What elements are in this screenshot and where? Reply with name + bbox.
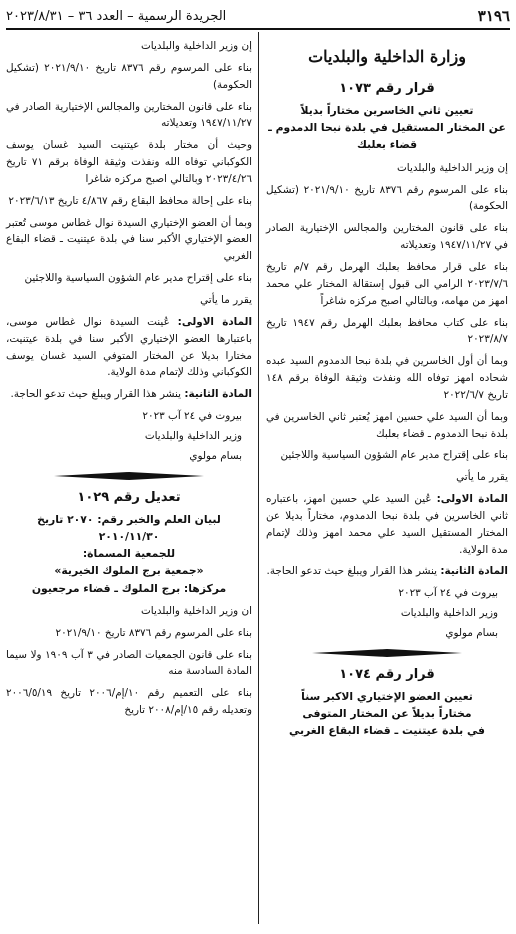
page-header	[6, 6, 510, 30]
decision-1074-para: بناء على إقتراح مدير عام الشؤون السياسية واللاجئين	[24, 272, 252, 285]
article-text: ينشر هذا القرار ويبلغ حيث تدعو الحاجة.	[10, 388, 185, 401]
decision-1073-title: قرار رقم ١٠٧٣	[339, 80, 435, 96]
amendment-1029-title: تعديل رقم ١٠٢٩	[77, 489, 181, 505]
decision-1073-date: بيروت في ٢٤ آب ٢٠٢٣	[398, 587, 498, 600]
decision-1073-article-1	[266, 491, 508, 558]
decision-1073-para: بناء على إقتراح مدير عام الشؤون السياسية واللاجئين	[280, 449, 508, 462]
decision-1074-para: وبما أن العضو الإختياري السيدة نوال غطاس موسى تُعتبر العضو الإختياري الأكبر سنا في بلدة عيتنيت ـ قضاء البقاع الغربي	[6, 216, 252, 263]
decision-1074-para: بناء على المرسوم رقم ٨٣٧٦ تاريخ ٢٠٢١/٩/١٠ (تشكيل الحكومة)	[6, 61, 253, 91]
decision-1074-subject-1: تعيين العضو الإختياري الاكبر سناً	[301, 689, 473, 703]
amendment-1029-line-1: لبيان العلم والخبر رقم: ٢٠٧٠ تاريخ ٢٠١٠/١١/٣٠	[37, 512, 221, 543]
decision-1073-para: بناء على كتاب محافظ بعلبك الهرمل رقم ١٩٤٧ تاريخ ٢٠٢٣/٨/٧	[266, 316, 508, 346]
decision-1074-subject-3: في بلدة عيتنيت ـ قضاء البقاع الغربي	[289, 724, 485, 738]
decision-1073-para: بناء على المرسوم رقم ٨٣٧٦ تاريخ ٢٠٢١/٩/١٠ (تشكيل الحكومة)	[266, 183, 509, 213]
decision-1073-signer-name: بسام مولوي	[445, 627, 498, 639]
decision-1074-para: بناء على قانون المختارين والمجالس الإختيارية الصادر في ١٩٤٧/١١/٢٧ وتعديلاته	[6, 100, 252, 130]
column-divider	[258, 32, 259, 924]
left-column	[6, 38, 252, 724]
gazette-issue-title: الجريدة الرسمية – العدد ٣٦ – ٢٠٢٣/٨/٣١	[6, 8, 227, 24]
amendment-1029-association-name: «جمعية برج الملوك الخيرية»	[54, 564, 204, 578]
decision-1074-decides: يقرر ما يأتي	[200, 293, 252, 306]
decision-1074-para: وحيث أن مختار بلدة عيتنيت السيد غسان يوسف الكوكباني توفاه الله ونفذت وثيقة الوفاة برقم ٧١ تاريخ ٢٠٢٣/٤/٢٦ وبالتالي اصبح مركزه شاغرا	[6, 139, 252, 185]
decision-1073-subject-2: عن المختار المستقيل في بلدة نبحا الدمدوم ـ	[268, 121, 506, 135]
decision-1073-para: بناء على قرار محافظ بعلبك الهرمل رقم ٧/م تاريخ ٢٠٢٣/٧/٦ الرامي الى قبول إستقالة المختار علي محمد امهز من مهامه، وبالتالي اصبح مركزه شاغراً	[266, 260, 508, 307]
decision-1073-article-2	[266, 563, 508, 580]
article-text: عُينت السيدة نوال غطاس موسى، باعتبارها العضو الإختياري الأكبر سنا في بلدة عيتنيت، مختارا بديلا عن المختار المتوفي السيد غسان يوسف الكوكباني وذلك لإتمام مدة الولاية.	[6, 315, 252, 379]
decision-1073-subject-3: قضاء بعلبك	[356, 138, 418, 152]
article-text: عُين السيد علي حسين امهز، باعتباره ثاني الخاسرين في بلدة نبحا الدمدوم، مختاراً بديلا عن المختار المستقيل السيد علي محمد امهز وذلك لإتمام مدة الولاية.	[266, 493, 508, 556]
page-number: ٣١٩٦	[477, 7, 510, 25]
ministry-heading: وزارة الداخلية والبلديات	[308, 47, 466, 66]
decision-1074-title: قرار رقم ١٠٧٤	[339, 666, 435, 682]
decision-1074-intro: إن وزير الداخلية والبلديات	[141, 40, 252, 52]
amendment-1029-para: بناء على التعميم رقم ١٠/إم/٢٠٠٦ تاريخ ٢٠٠٦/٥/١٩ وتعديله رقم ١٥/إم/٢٠٠٨ تاريخ	[6, 687, 253, 717]
amendment-1029-location: مركزها: برج الملوك ـ قضاء مرجعيون	[31, 581, 227, 595]
amendment-1029-para: بناء على المرسوم رقم ٨٣٧٦ تاريخ ٢٠٢١/٩/١٠	[55, 626, 252, 639]
decision-1074-signer-name: بسام مولوي	[189, 449, 242, 462]
amendment-1029-intro: ان وزير الداخلية والبلديات	[141, 604, 252, 617]
decision-1073-para: بناء على قانون المختارين والمجالس الإختيارية الصادر في ١٩٤٧/١١/٢٧ وتعديلاته	[266, 222, 508, 252]
article-text: ينشر هذا القرار ويبلغ حيث تدعو الحاجة.	[266, 565, 441, 578]
decision-1074-para: بناء على إحالة محافظ البقاع رقم ٤/٨٦٧ تاريخ ٢٠٢٣/٦/١٣	[8, 194, 252, 207]
amendment-1029-line-2: للجمعية المسماة:	[82, 547, 176, 561]
decision-1074-date: بيروت في ٢٤ آب ٢٠٢٣	[142, 410, 242, 423]
decision-1073-para: وبما أن أول الخاسرين في بلدة نبحا الدمدوم السيد عبده شحاده امهز توفاه الله ونفذت وثيقة الوفاة برقم ١٤٨ تاريخ ٢٠٢٢/٦/٧	[266, 355, 508, 401]
decision-1073-intro: إن وزير الداخلية والبلديات	[397, 161, 508, 174]
right-column	[266, 38, 508, 740]
article-label: المادة الاولى:	[177, 315, 253, 328]
decision-1074-article-2	[6, 386, 252, 403]
amendment-1029-para: بناء على قانون الجمعيات الصادر في ٣ آب ١٩٠٩ ولا سيما المادة السادسة منه	[6, 648, 252, 678]
decision-1073-decides: يقرر ما يأتي	[456, 471, 508, 484]
decision-1073-subject-1: تعيين ثاني الخاسرين مختاراً بديلاً	[300, 103, 474, 117]
decision-1074-signer-title: وزير الداخلية والبلديات	[144, 429, 242, 442]
decision-1074-article-1	[6, 314, 252, 381]
decision-1073-para: وبما أن السيد علي حسين امهز يُعتبر ثاني الخاسرين في بلدة نبحا الدمدوم ـ قضاء بعلبك	[266, 410, 508, 440]
article-label: المادة الثانية:	[440, 565, 508, 578]
article-label: المادة الثانية:	[184, 388, 252, 401]
section-separator	[54, 471, 204, 481]
decision-1073-signer-title: وزير الداخلية والبلديات	[400, 607, 498, 620]
section-separator	[312, 648, 462, 658]
article-label: المادة الاولى:	[436, 493, 508, 506]
decision-1074-subject-2: مختاراً بديلاً عن المختار المتوفى	[302, 707, 472, 721]
